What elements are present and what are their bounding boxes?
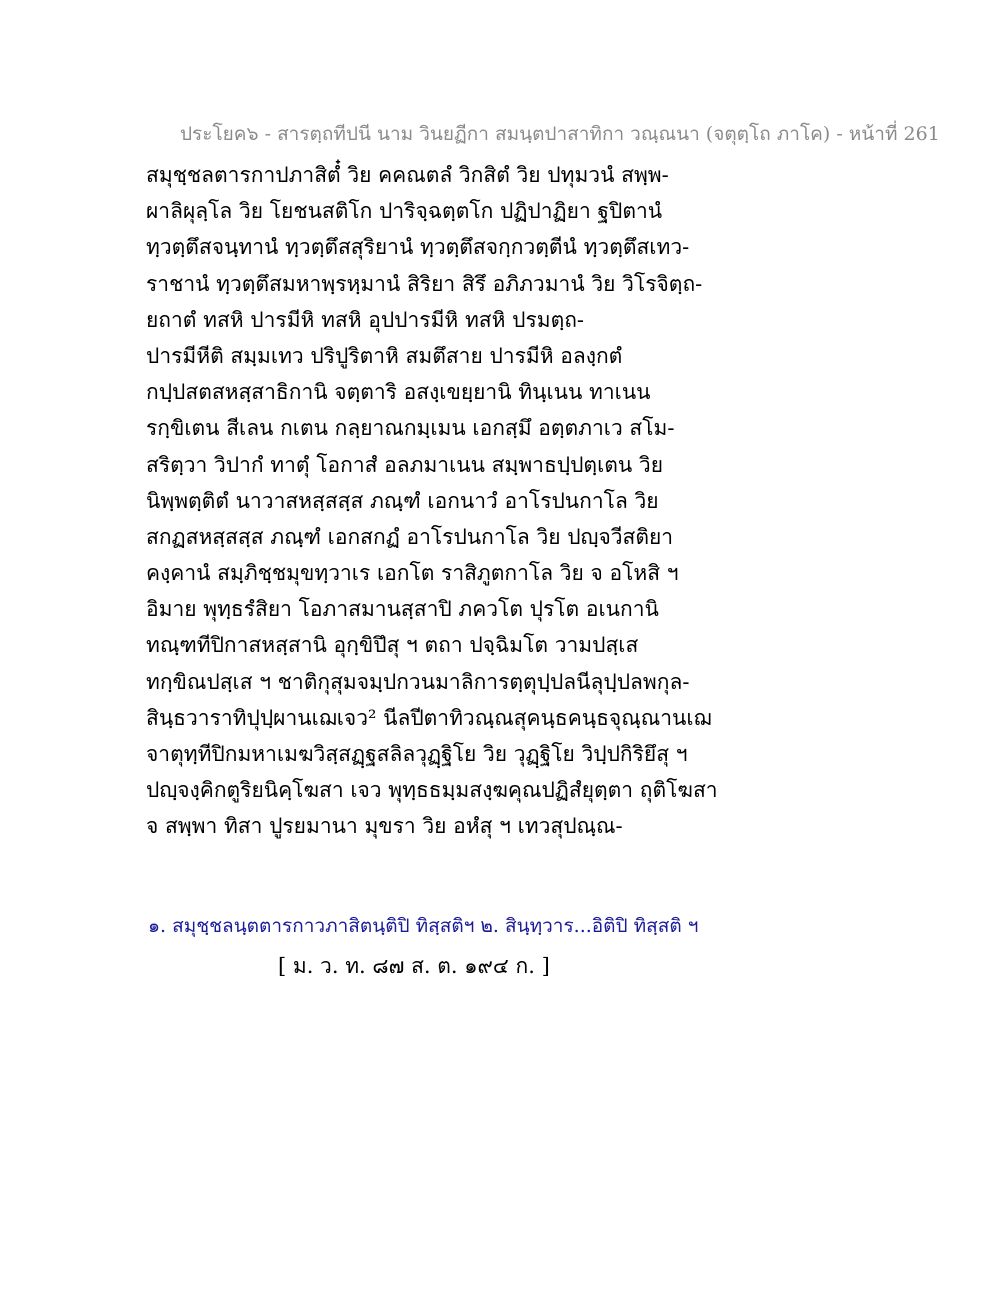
text-line: คงฺคานํ สมฺภิชฺชมุขทฺวาเร เอกโต ราสิภูตกาโล วิย จ อโหสิ ฯ bbox=[146, 561, 679, 586]
text-line: ราชานํ ทฺวตฺตึสมหาพฺรหฺมานํ สิริยา สิรึ อภิภวมานํ วิย วิโรจิตฺถ- bbox=[146, 271, 703, 296]
text-line: จาตุทฺทีปิกมหาเมฆวิสฺสฏฺฐสลิลวุฏฺฐิโย วิย วุฏฺฐิโย วิปฺปกิริยึสุ ฯ bbox=[146, 742, 688, 766]
text-line: ทณฺฑทีปิกาสหสฺสานิ อุกฺขิปึสุ ฯ ตถา ปจฺฉิมโต วามปสฺเส bbox=[146, 633, 639, 658]
text-line: ผาลิผุลฺโล วิย โยชนสติโก ปาริจฺฉตฺตโก ปฏิปาฏิยา ฐปิตานํ bbox=[146, 199, 663, 224]
body-text bbox=[146, 157, 718, 845]
running-header: ประโยค๖ - สารตฺถทีปนี นาม วินยฏีกา สมนฺตปาสาทิกา วณฺณนา (จตุตฺโถ ภาโค) - หน้าที่ 261 bbox=[180, 123, 940, 145]
text-line: ปญฺจงฺคิกตูริยนิคฺโฆสา เจว พุทฺธธมฺมสงฺฆคุณปฏิสํยุตฺตา ถุติโฆสา bbox=[146, 778, 718, 803]
page-reference: [ ม. ว. ท. ๘๗ ส. ต. ๑๙๔ ก. ] bbox=[278, 954, 550, 978]
footnote: ๑. สมุชฺชลนฺตตารกาวภาสิตนฺติปิ ทิสฺสติฯ ๒. สินฺทฺวาร...อิติปิ ทิสฺสติ ฯ bbox=[148, 915, 699, 937]
text-line: นิพฺพตฺติตํ นาวาสหสฺสสฺส ภณฺฑํ เอกนาวํ อาโรปนกาโล วิย bbox=[146, 488, 659, 513]
text-line: กปฺปสตสหสฺสาธิกานิ จตฺตาริ อสงฺเขยฺยานิ ทินฺเนน ทาเนน bbox=[146, 380, 651, 405]
text-line: รกฺขิเตน สีเลน กเตน กลฺยาณกมฺเมน เอกสฺมึ อตฺตภาเว สโม- bbox=[146, 416, 675, 441]
text-line: อิมาย พุทฺธรํสิยา โอภาสมานสฺสาปิ ภควโต ปุรโต อเนกานิ bbox=[146, 597, 659, 622]
text-line: สินฺธวาราทิปุปฺผานเฌเจว² นีลปีตาทิวณฺณสุคนฺธคนฺธจุณฺณานเฌ bbox=[146, 705, 712, 730]
text-line: ปารมีหีติ สมฺมเทว ปริปูริตาหิ สมตึสาย ปารมีหิ อลงฺกตํ bbox=[146, 343, 623, 368]
text-line: สมุชฺชลตารกาปภาสิตํ๋ วิย คคณตลํ วิกสิตํ วิย ปทุมวนํ สพฺพ- bbox=[146, 163, 669, 187]
text-line: ทฺวตฺตึสจนฺทานํ ทฺวตฺตึสสุริยานํ ทฺวตฺตึสจกฺกวตฺตีนํ ทฺวตฺตึสเทว- bbox=[146, 235, 690, 260]
text-line: จ สพฺพา ทิสา ปูรยมานา มุขรา วิย อหํสุ ฯ เทวสุปณฺณ- bbox=[146, 814, 623, 839]
text-line: ทกฺขิณปสฺเส ฯ ชาติกุสุมจมฺปกวนมาลิการตฺตุปฺปลนีลุปฺปลพกุล- bbox=[146, 669, 690, 694]
text-line: ยถาตํ ทสหิ ปารมีหิ ทสหิ อุปปารมีหิ ทสหิ ปรมตฺถ- bbox=[146, 307, 585, 332]
text-line: สริตฺวา วิปากํ ทาตุํ โอกาสํ อลภมาเนน สมฺพาธปฺปตฺเตน วิย bbox=[146, 452, 664, 477]
text-line: สกฏสหสฺสสฺส ภณฺฑํ เอกสกฏํ อาโรปนกาโล วิย ปญฺจวีสติยา bbox=[146, 524, 674, 549]
